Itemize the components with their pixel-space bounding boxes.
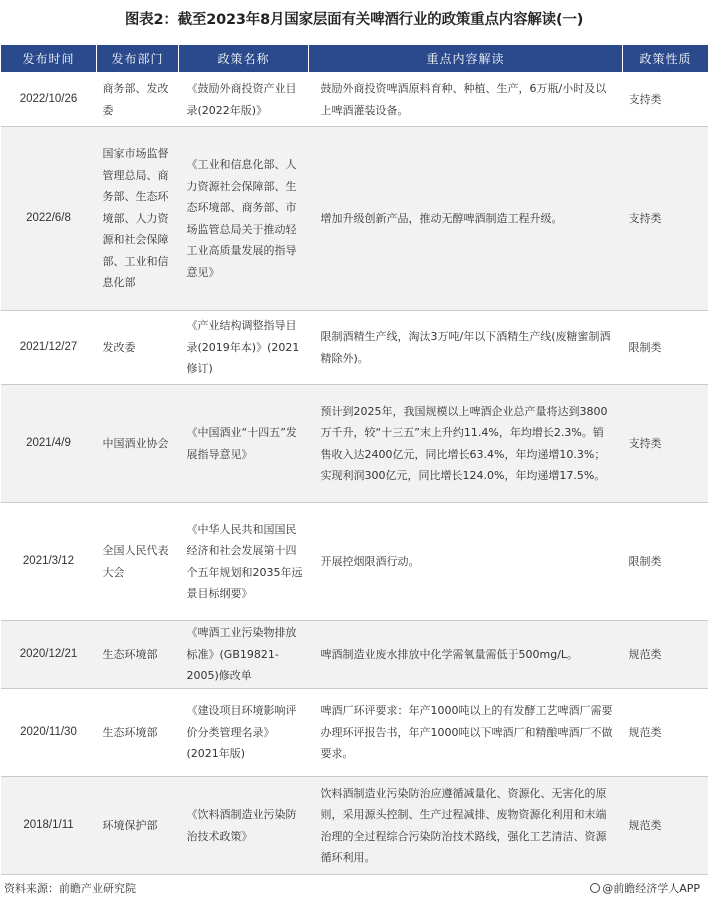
- cell-date: 2021/3/12: [1, 503, 97, 621]
- cell-date: 2021/4/9: [1, 385, 97, 503]
- brand-logo-icon: [590, 883, 600, 893]
- cell-content: 饮料酒制造业污染防治应遵循减量化、资源化、无害化的原则，采用源头控制、生产过程减排、废物资源化利用和末端治理的全过程综合污染防治技术路线，强化工艺清洁、资源循环利用。: [309, 777, 623, 875]
- cell-policy-name: 《产业结构调整指导目录(2019年本)》(2021修订): [179, 311, 309, 385]
- cell-date: 2022/6/8: [1, 127, 97, 311]
- cell-dept: 中国酒业协会: [97, 385, 179, 503]
- cell-policy-name: 《啤酒工业污染物排放标准》(GB19821-2005)修改单: [179, 621, 309, 689]
- cell-type: 支持类: [623, 73, 708, 127]
- cell-policy-name: 《建设项目环境影响评价分类管理名录》(2021年版): [179, 689, 309, 777]
- table-row: [1, 621, 708, 689]
- table-row: [1, 311, 708, 385]
- cell-type: 支持类: [623, 127, 708, 311]
- table-row: [1, 777, 708, 875]
- cell-policy-name: 《饮料酒制造业污染防治技术政策》: [179, 777, 309, 875]
- cell-type: 支持类: [623, 385, 708, 503]
- cell-content: 开展控烟限酒行动。: [309, 503, 623, 621]
- cell-policy-name: 《中华人民共和国国民经济和社会发展第十四个五年规划和2035年远景目标纲要》: [179, 503, 309, 621]
- cell-content: 啤酒厂环评要求：年产1000吨以上的有发酵工艺啤酒厂需要办理环评报告书，年产1000吨以下啤酒厂和精酿啤酒厂不做要求。: [309, 689, 623, 777]
- chart-title: 图表2：截至2023年8月国家层面有关啤酒行业的政策重点内容解读(一): [124, 12, 584, 28]
- cell-date: 2021/12/27: [1, 311, 97, 385]
- cell-dept: 全国人民代表大会: [97, 503, 179, 621]
- header-date: 发布时间: [1, 45, 97, 73]
- cell-dept: 发改委: [97, 311, 179, 385]
- cell-policy-name: 《中国酒业“十四五”发展指导意见》: [179, 385, 309, 503]
- table-row: [1, 689, 708, 777]
- cell-content: 啤酒制造业废水排放中化学需氧量需低于500mg/L。: [309, 621, 623, 689]
- header-dept: 发布部门: [97, 45, 179, 73]
- cell-dept: 生态环境部: [97, 689, 179, 777]
- cell-dept: 生态环境部: [97, 621, 179, 689]
- table-header-row: [1, 45, 708, 73]
- policy-table: [0, 44, 708, 875]
- cell-dept: 商务部、发改委: [97, 73, 179, 127]
- cell-dept: 环境保护部: [97, 777, 179, 875]
- header-content: 重点内容解读: [309, 45, 623, 73]
- cell-date: 2022/10/26: [1, 73, 97, 127]
- table-row: [1, 127, 708, 311]
- brand-credit-text: @前瞻经济学人APP: [602, 882, 700, 895]
- source-note: 资料来源：前瞻产业研究院: [4, 882, 136, 895]
- footer: [0, 880, 708, 898]
- header-type: 政策性质: [623, 45, 708, 73]
- cell-type: 规范类: [623, 689, 708, 777]
- cell-content: 增加升级创新产品，推动无醇啤酒制造工程升级。: [309, 127, 623, 311]
- cell-content: 预计到2025年，我国规模以上啤酒企业总产量将达到3800万千升，较“十三五”末上升约11.4%，年均增长2.3%。销售收入达2400亿元，同比增长63.4%，年均递增10.3%；实现利润300亿元，同比增长124.0%，年均递增17.5%。: [309, 385, 623, 503]
- table-row: [1, 503, 708, 621]
- cell-content: 限制酒精生产线，淘汰3万吨/年以下酒精生产线(废糖蜜制酒精除外)。: [309, 311, 623, 385]
- cell-type: 限制类: [623, 311, 708, 385]
- table-row: [1, 73, 708, 127]
- cell-dept: 国家市场监督管理总局、商务部、生态环境部、人力资源和社会保障部、工业和信息化部: [97, 127, 179, 311]
- cell-type: 规范类: [623, 777, 708, 875]
- cell-date: 2020/11/30: [1, 689, 97, 777]
- header-name: 政策名称: [179, 45, 309, 73]
- cell-type: 规范类: [623, 621, 708, 689]
- table-row: [1, 385, 708, 503]
- cell-policy-name: 《鼓励外商投资产业目录(2022年版)》: [179, 73, 309, 127]
- cell-content: 鼓励外商投资啤酒原料育种、种植、生产，6万瓶/小时及以上啤酒灌装设备。: [309, 73, 623, 127]
- cell-date: 2020/12/21: [1, 621, 97, 689]
- brand-credit: [590, 880, 700, 896]
- cell-policy-name: 《工业和信息化部、人力资源社会保障部、生态环境部、商务部、市场监管总局关于推动轻工业高质量发展的指导意见》: [179, 127, 309, 311]
- cell-date: 2018/1/11: [1, 777, 97, 875]
- cell-type: 限制类: [623, 503, 708, 621]
